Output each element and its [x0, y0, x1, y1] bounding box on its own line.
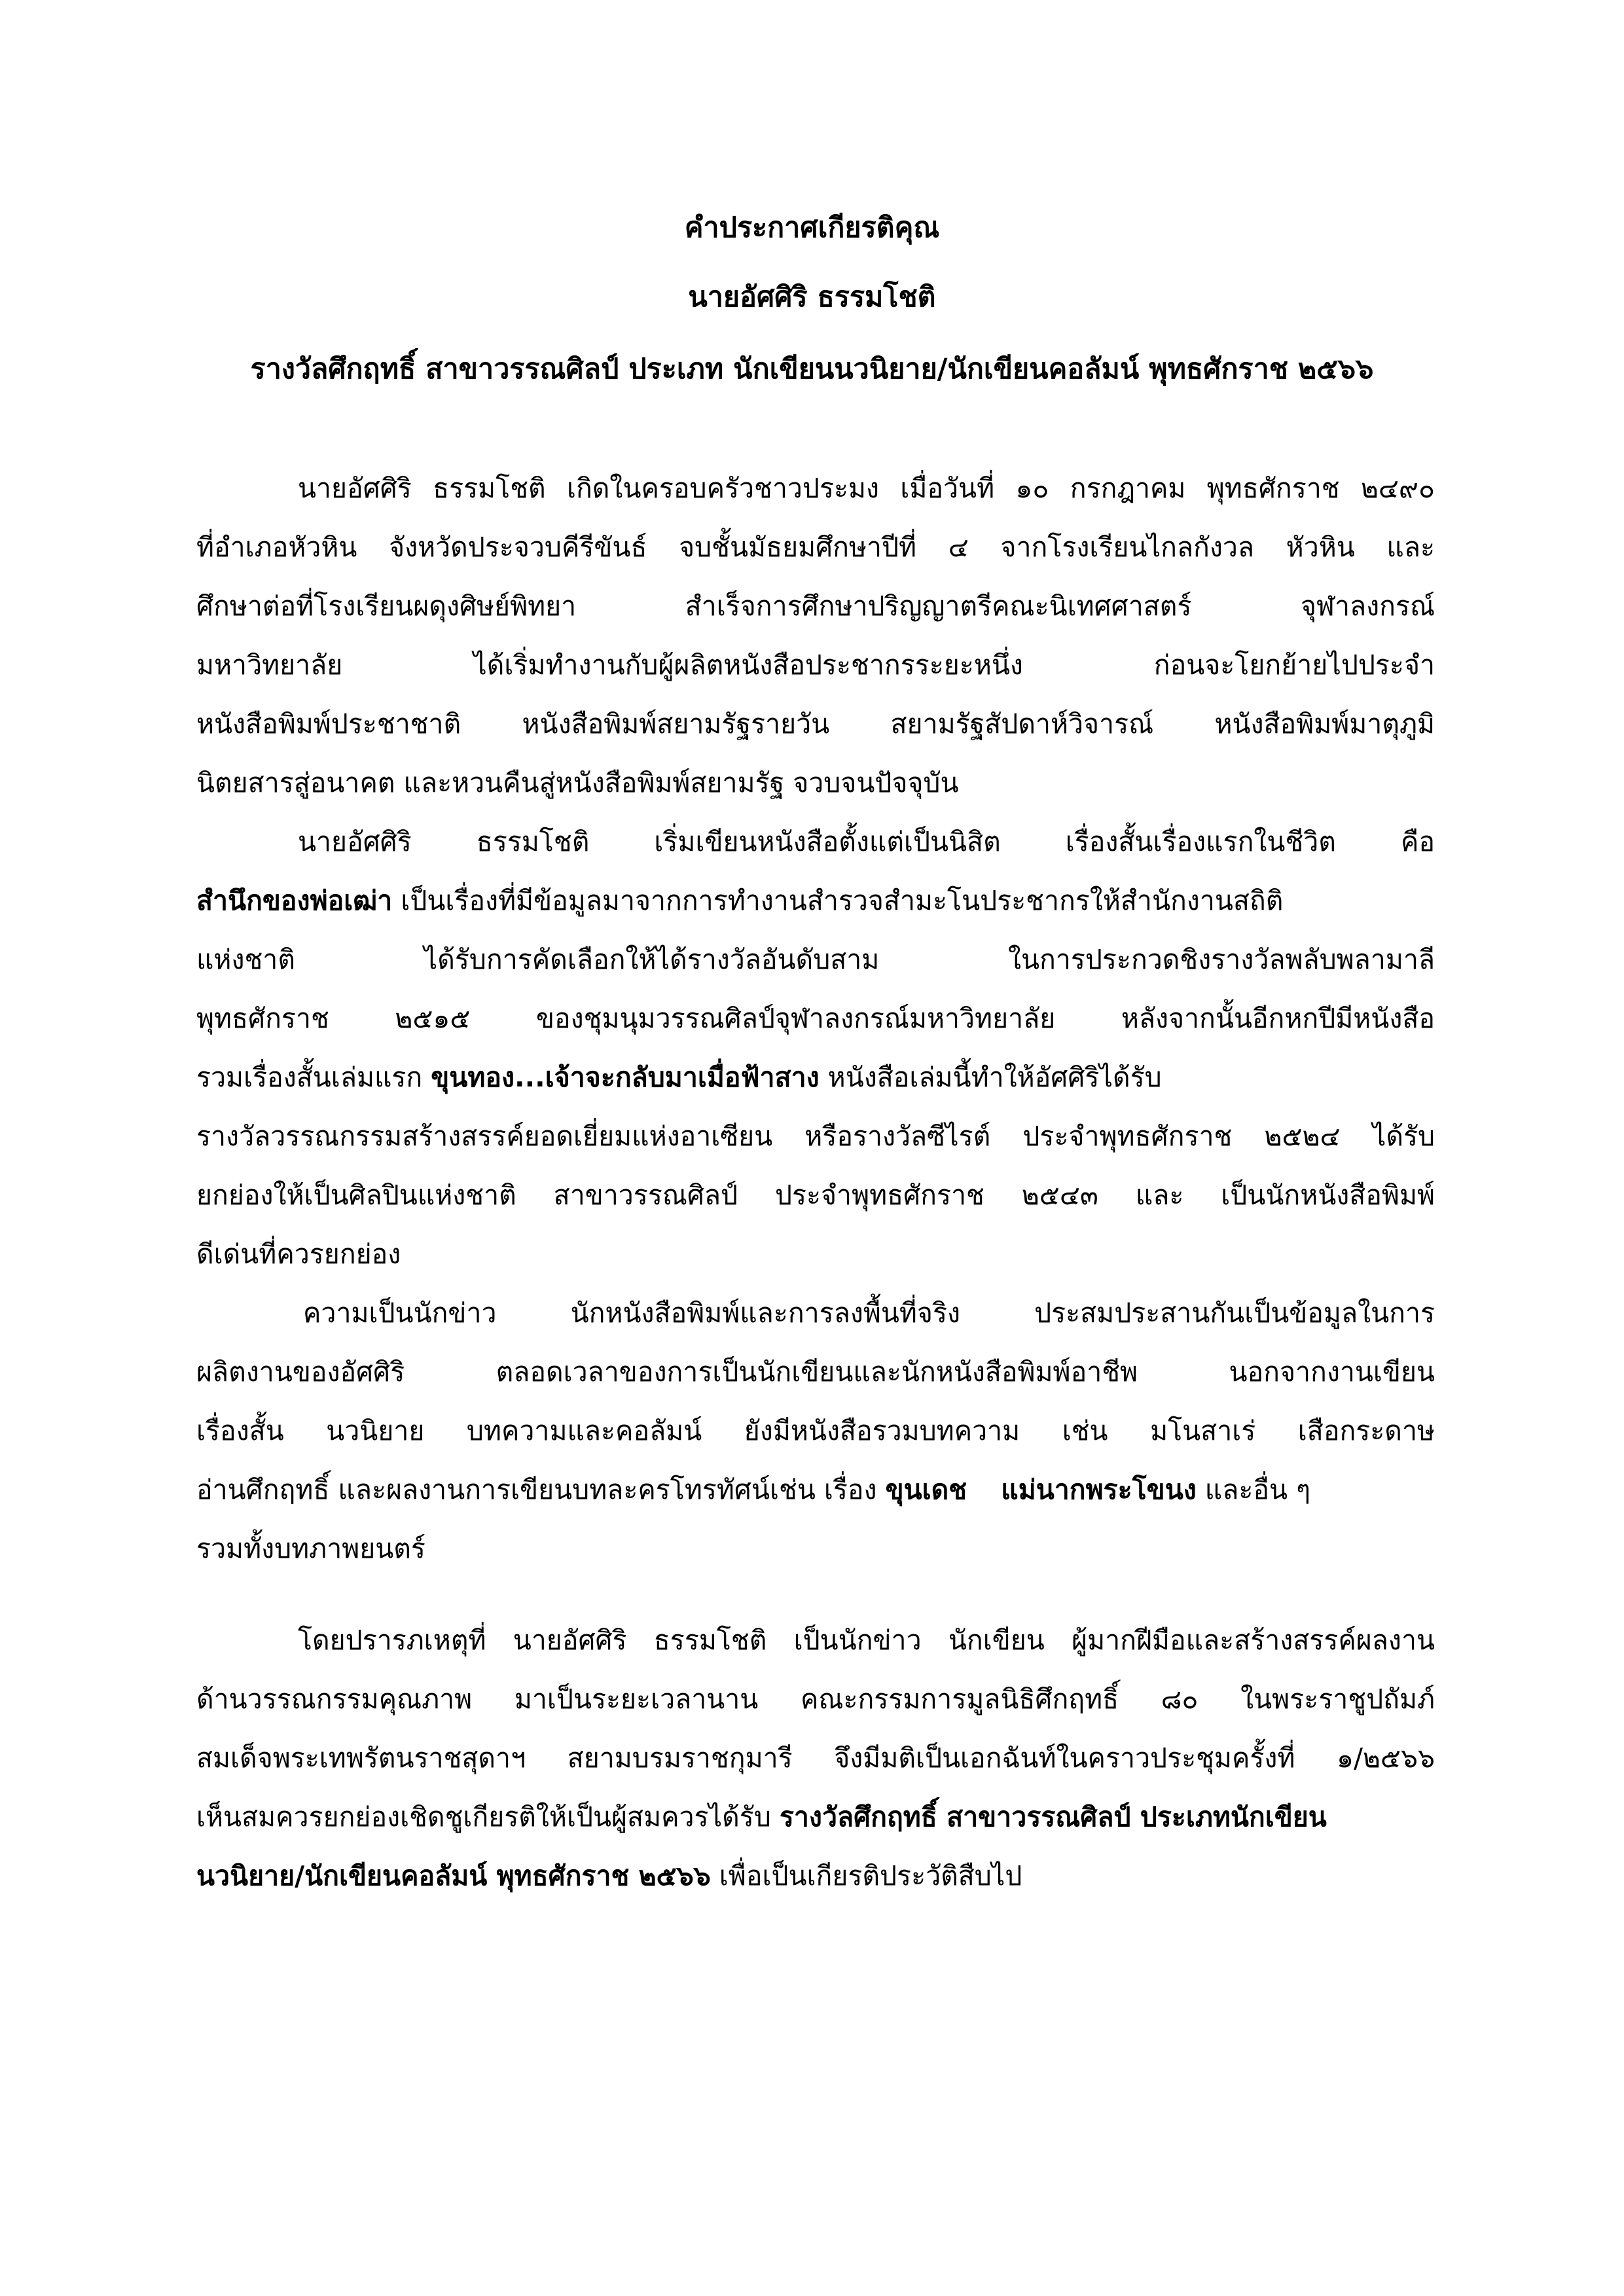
para3-line2: ผลิตงานของอัศศิริ ตลอดเวลาของการเป็นนักเขียนและนักหนังสือพิมพ์อาชีพ นอกจากงานเขียน [196, 1356, 1435, 1388]
para4-line1: โดยปรารภเหตุที่ นายอัศศิริ ธรรมโชติ เป็นนักข่าว นักเขียน ผู้มากฝีมือและสร้างสรรค์ผลงาน [298, 1624, 1435, 1656]
para2-line6: รางวัลวรรณกรรมสร้างสรรค์ยอดเยี่ยมแห่งอาเซียน หรือรางวัลซีไรต์ ประจำพุทธศักราช ๒๕๒๔ ได้รับ [196, 1121, 1435, 1152]
para3-line4-gap [967, 1474, 1001, 1505]
para3-line4-text-a: อ่านศึกฤทธิ์ และผลงานการเขียนบทละครโทรทัศน์เช่น เรื่อง [196, 1474, 886, 1505]
para4-line2: ด้านวรรณกรรมคุณภาพ มาเป็นระยะเวลานาน คณะกรรมการมูลนิธิศึกฤทธิ์ ๘๐ ในพระราชูปถัมภ์ [196, 1683, 1435, 1715]
para2-line4: พุทธศักราช ๒๕๑๕ ของชุมนุมวรรณศิลป์จุฬาลงกรณ์มหาวิทยาลัย หลังจากนั้นอีกหกปีมีหนังสือ [196, 1003, 1435, 1034]
para4-line5 [196, 1857, 1435, 1894]
book-title-bold: ขุนทอง...เจ้าจะกลับมาเมื่อฟ้าสาง [431, 1062, 820, 1093]
para2-line8: ดีเด่นที่ควรยกย่อง [196, 1238, 401, 1270]
para2-line2-text: เป็นเรื่องที่มีข้อมูลมาจากการทำงานสำรวจสำมะโนประชากรให้สำนักงานสถิติ [392, 885, 1284, 916]
para1-line2: ที่อำเภอหัวหิน จังหวัดประจวบคีรีขันธ์ จบชั้นมัธยมศึกษาปีที่ ๔ จากโรงเรียนไกลกังวล หัวหิน และ [196, 531, 1435, 563]
para2-line7: ยกย่องให้เป็นศิลปินแห่งชาติ สาขาวรรณศิลป์ ประจำพุทธศักราช ๒๕๔๓ และ เป็นนักหนังสือพิมพ์ [196, 1179, 1435, 1211]
para1-line6: นิตยสารสู่อนาคต และหวนคืนสู่หนังสือพิมพ์สยามรัฐ จวบจนปัจจุบัน [196, 767, 959, 798]
honoree-name: นายอัศศิริ ธรรมโชติ [688, 281, 936, 314]
para1-line5: หนังสือพิมพ์ประชาชาติ หนังสือพิมพ์สยามรัฐรายวัน สยามรัฐสัปดาห์วิจารณ์ หนังสือพิมพ์มาตุภูมิ [196, 708, 1435, 740]
para4-line3: สมเด็จพระเทพรัตนราชสุดาฯ สยามบรมราชกุมารี จึงมีมติเป็นเอกฉันท์ในคราวประชุมครั้งที่ ๑/๒๕๖๖ [196, 1742, 1435, 1774]
award-category-bold: นวนิยาย/นักเขียนคอลัมน์ พุทธศักราช ๒๕๖๖ [196, 1860, 711, 1892]
para1-line4: มหาวิทยาลัย ได้เริ่มทำงานกับผู้ผลิตหนังสือประชากรระยะหนึ่ง ก่อนจะโยกย้ายไปประจำ [196, 649, 1435, 681]
para3-line4 [196, 1471, 1435, 1508]
para4-line5-text: เพื่อเป็นเกียรติประวัติสืบไป [710, 1860, 1022, 1892]
para4-line4 [196, 1799, 1435, 1835]
document-title: คำประกาศเกียรติคุณ [684, 211, 940, 244]
story-title-bold: สำนึกของพ่อเฒ่า [196, 885, 393, 916]
para1-line3: ศึกษาต่อที่โรงเรียนผดุงศิษย์พิทยา สำเร็จการศึกษาปริญญาตรีคณะนิเทศศาสตร์ จุฬาลงกรณ์ [196, 590, 1435, 622]
para2-line5-text-a: รวมเรื่องสั้นเล่มแรก [196, 1062, 431, 1093]
para1-line1: นายอัศศิริ ธรรมโชติ เกิดในครอบครัวชาวประมง เมื่อวันที่ ๑๐ กรกฎาคม พุทธศักราช ๒๔๙๐ [298, 473, 1435, 504]
para2-line2 [196, 882, 1435, 919]
award-name-bold: รางวัลศึกฤทธิ์ สาขาวรรณศิลป์ ประเภทนักเขียน [779, 1801, 1327, 1833]
para2-line5-text-b: หนังสือเล่มนี้ทำให้อัศศิริได้รับ [819, 1062, 1162, 1093]
para4-line4-text: เห็นสมควรยกย่องเชิดชูเกียรติให้เป็นผู้สมควรได้รับ [196, 1801, 780, 1833]
para3-line3: เรื่องสั้น นวนิยาย บทความและคอลัมน์ ยังมีหนังสือรวมบทความ เช่น มโนสาเร่ เสือกระดาษ [196, 1415, 1435, 1446]
para3-line5: รวมทั้งบทภาพยนตร์ [196, 1533, 425, 1564]
para3-line4-text-b: และอื่น ๆ [1196, 1474, 1311, 1505]
para2-line5 [196, 1059, 1435, 1096]
para3-line1: ความเป็นนักข่าว นักหนังสือพิมพ์และการลงพื้นที่จริง ประสมประสานกันเป็นข้อมูลในการ [303, 1297, 1435, 1329]
award-title: รางวัลศึกฤทธิ์ สาขาวรรณศิลป์ ประเภท นักเขียนนวนิยาย/นักเขียนคอลัมน์ พุทธศักราช ๒๕๖๖ [250, 353, 1374, 386]
drama-title-2-bold: แม่นากพระโขนง [1001, 1474, 1197, 1505]
drama-title-1-bold: ขุนเดช [885, 1474, 967, 1505]
para2-line3: แห่งชาติ ได้รับการคัดเลือกให้ได้รางวัลอันดับสาม ในการประกวดชิงรางวัลพลับพลามาลี [196, 944, 1435, 975]
para2-line1: นายอัศศิริ ธรรมโชติ เริ่มเขียนหนังสือตั้งแต่เป็นนิสิต เรื่องสั้นเรื่องแรกในชีวิต คือ [298, 826, 1435, 857]
